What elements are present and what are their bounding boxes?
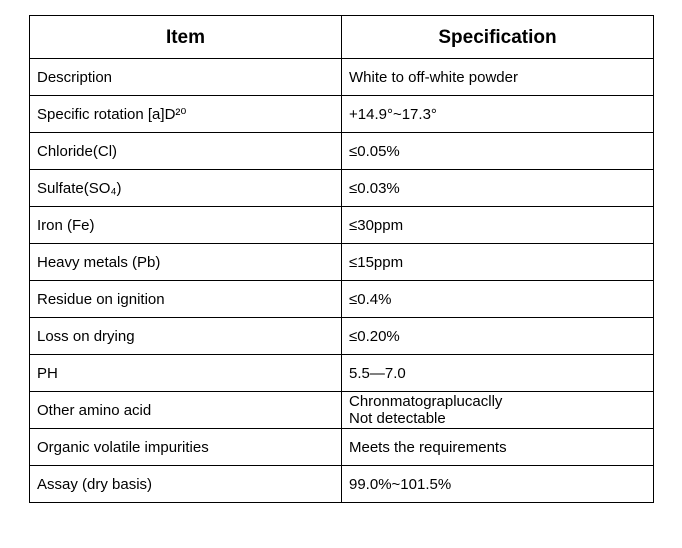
specification-text: Meets the requirements (349, 438, 507, 456)
table-row (30, 207, 654, 244)
item-cell: Chloride(Cl) (30, 133, 342, 170)
item-cell: PH (30, 355, 342, 392)
specification-cell (342, 59, 654, 96)
item-cell: Description (30, 59, 342, 96)
table-row (30, 96, 654, 133)
specification-cell (342, 281, 654, 318)
specification-cell (342, 207, 654, 244)
table-row (30, 429, 654, 466)
item-cell: Assay (dry basis) (30, 466, 342, 503)
specification-cell (342, 244, 654, 281)
specification-text: ≤30ppm (349, 216, 404, 234)
specification-cell (342, 429, 654, 466)
item-cell: Heavy metals (Pb) (30, 244, 342, 281)
specification-text: ≤15ppm (349, 253, 404, 271)
table-row (30, 59, 654, 96)
table-row (30, 392, 654, 429)
item-cell: Loss on drying (30, 318, 342, 355)
table-row (30, 244, 654, 281)
specification-text: Chronmatograplucaclly (349, 393, 503, 410)
specification-text: ≤0.05% (349, 142, 400, 160)
specification-text: Not detectable (349, 410, 446, 427)
table-row (30, 170, 654, 207)
specification-cell (342, 392, 654, 429)
item-cell: Residue on ignition (30, 281, 342, 318)
specification-text: 99.0%~101.5% (349, 475, 452, 493)
item-cell: Sulfate(SO₄) (30, 170, 342, 207)
header-specification: Specification (342, 16, 654, 59)
specification-cell (342, 133, 654, 170)
table-body (30, 59, 654, 503)
specification-text: +14.9°~17.3° (349, 105, 437, 123)
item-cell: Specific rotation [a]D²⁰ (30, 96, 342, 133)
specification-text: ≤0.03% (349, 179, 400, 197)
table-row (30, 281, 654, 318)
header-item: Item (30, 16, 342, 59)
specification-cell (342, 355, 654, 392)
table-row (30, 466, 654, 503)
specification-table (29, 15, 654, 503)
specification-cell (342, 170, 654, 207)
table-header (30, 16, 654, 59)
item-cell: Other amino acid (30, 392, 342, 429)
specification-text: 5.5—7.0 (349, 364, 406, 382)
table-row (30, 318, 654, 355)
item-cell: Organic volatile impurities (30, 429, 342, 466)
table-row (30, 355, 654, 392)
specification-cell (342, 466, 654, 503)
item-cell: Iron (Fe) (30, 207, 342, 244)
header-row (30, 16, 654, 59)
specification-cell (342, 96, 654, 133)
specification-cell (342, 318, 654, 355)
specification-text: ≤0.20% (349, 327, 400, 345)
specification-text: ≤0.4% (349, 290, 392, 308)
specification-text: White to off-white powder (349, 68, 518, 86)
table-row (30, 133, 654, 170)
